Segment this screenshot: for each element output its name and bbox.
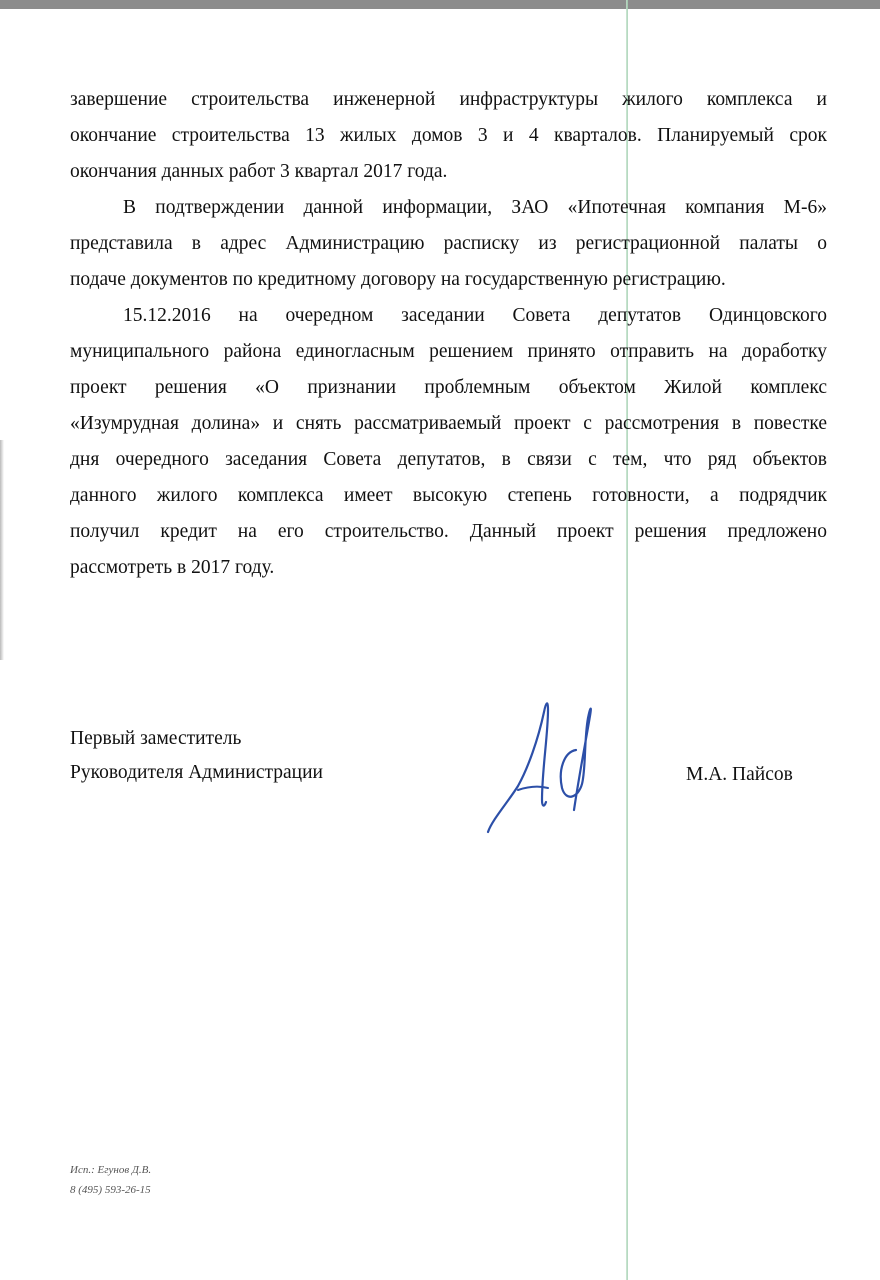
text-line: окончание строительства 13 жилых домов 3 и 4 кварталов. Планируемый срок: [70, 125, 827, 146]
signer-position-line: Руководителя Администрации: [70, 762, 323, 783]
executor-name: Исп.: Егунов Д.В.: [70, 1164, 152, 1176]
signer-name: М.А. Пайсов: [686, 764, 793, 785]
paragraph-3: [70, 298, 827, 586]
text-line: дня очередного заседания Совета депутатов, в связи с тем, что ряд объектов: [70, 449, 827, 470]
signer-position: [70, 722, 323, 790]
text-line: рассмотреть в 2017 году.: [70, 557, 275, 578]
paragraph-1: [70, 82, 827, 190]
paragraph-2: [70, 190, 827, 298]
text-line: данного жилого комплекса имеет высокую степень готовности, а подрядчик: [70, 485, 827, 506]
letter-body: [70, 82, 827, 586]
text-line: завершение строительства инженерной инфраструктуры жилого комплекса и: [70, 89, 827, 110]
text-line: представила в адрес Администрацию расписку из регистрационной палаты о: [70, 233, 827, 254]
text-line: проект решения «О признании проблемным объектом Жилой комплекс: [70, 377, 827, 398]
executor-phone: 8 (495) 593-26-15: [70, 1184, 151, 1196]
text-line: окончания данных работ 3 квартал 2017 года.: [70, 161, 448, 182]
text-line: В подтверждении данной информации, ЗАО «Ипотечная компания М-6»: [123, 197, 827, 218]
scan-edge-shadow: [0, 440, 4, 660]
executor-footer: [70, 1160, 151, 1200]
scan-top-border: [0, 0, 880, 9]
text-line: 15.12.2016 на очередном заседании Совета депутатов Одинцовского: [123, 305, 827, 326]
text-line: муниципального района единогласным решением принято отправить на доработку: [70, 341, 827, 362]
signer-position-line: Первый заместитель: [70, 728, 242, 749]
text-line: «Изумрудная долина» и снять рассматриваемый проект с рассмотрения в повестке: [70, 413, 827, 434]
handwritten-signature: [478, 690, 608, 840]
text-line: подаче документов по кредитному договору на государственную регистрацию.: [70, 269, 726, 290]
text-line: получил кредит на его строительство. Данный проект решения предложено: [70, 521, 827, 542]
